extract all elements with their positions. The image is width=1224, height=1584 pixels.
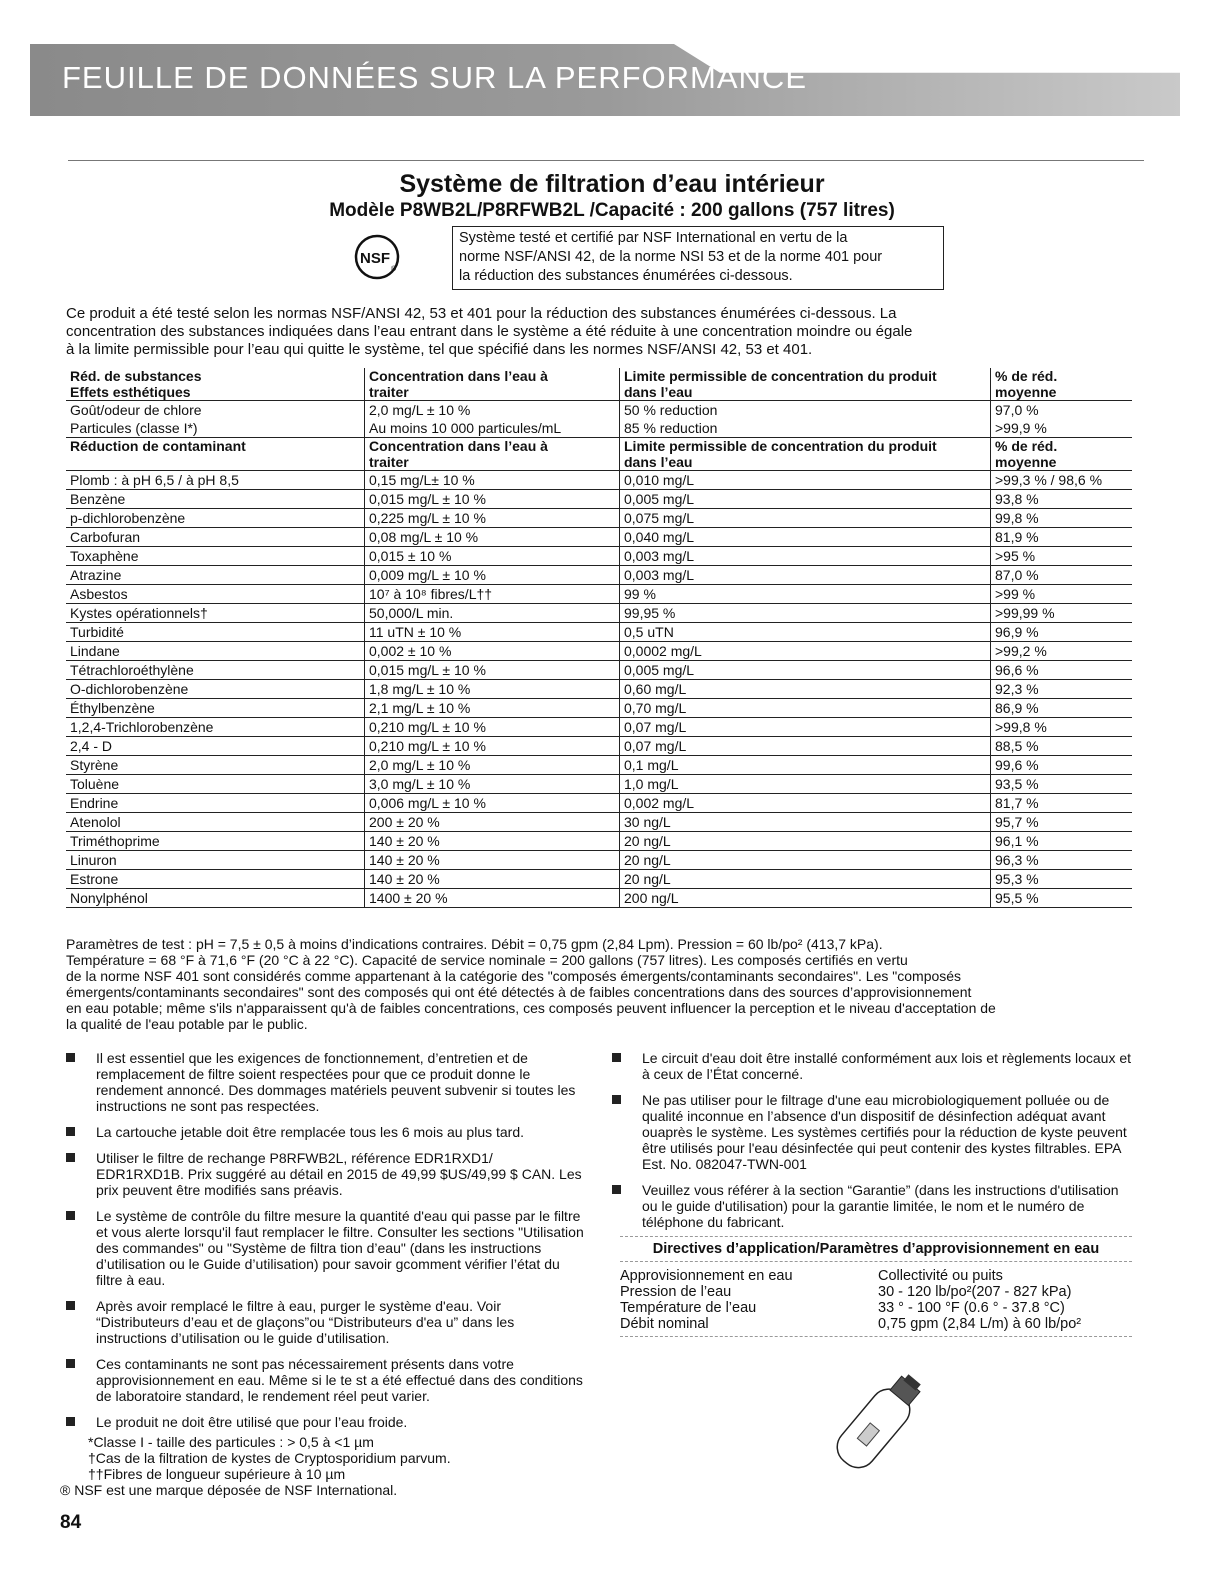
table-cell: p-dichlorobenzène xyxy=(66,509,365,528)
table-cell: 92,3 % xyxy=(991,680,1133,699)
table-cell: Endrine xyxy=(66,794,365,813)
table-cell: 1,2,4-Trichlorobenzène xyxy=(66,718,365,737)
table-cell: Toluène xyxy=(66,775,365,794)
table-cell: Styrène xyxy=(66,756,365,775)
directive-row xyxy=(620,1300,1132,1316)
table-row xyxy=(66,623,1132,642)
performance-table xyxy=(66,368,1132,908)
table-cell: 0,015 mg/L ± 10 % xyxy=(365,661,620,680)
table-cell: Tétrachloroéthylène xyxy=(66,661,365,680)
table-header-cell: % de réd. moyenne xyxy=(991,438,1133,471)
table-cell: 0,60 mg/L xyxy=(620,680,991,699)
bullet-text: Le circuit d'eau doit être installé conformément aux lois et règlements locaux et à ceux de l’État concerné. xyxy=(642,1050,1132,1082)
table-cell: 97,0 % >99,9 % xyxy=(991,401,1133,438)
table-cell: 140 ± 20 % xyxy=(365,832,620,851)
table-cell: >99,2 % xyxy=(991,642,1133,661)
table-cell: 96,1 % xyxy=(991,832,1133,851)
directive-label: Débit nominal xyxy=(620,1316,709,1332)
table-cell: 140 ± 20 % xyxy=(365,870,620,889)
table-cell: 95,7 % xyxy=(991,813,1133,832)
nsf-logo-icon xyxy=(354,234,400,280)
bullet-item xyxy=(66,1414,584,1430)
bullet-square-icon xyxy=(612,1053,621,1062)
table-row xyxy=(66,661,1132,680)
table-row xyxy=(66,401,1132,438)
table-header-row xyxy=(66,368,1132,401)
table-cell: Benzène xyxy=(66,490,365,509)
table-cell: 0,002 mg/L xyxy=(620,794,991,813)
bullet-item xyxy=(612,1092,1132,1172)
params-line: émergents/contaminants secondaires" sont des composés qui ont été détectés à de faibles concentrations dans des sources d’approvisionnement xyxy=(66,984,972,1000)
table-row xyxy=(66,889,1132,908)
table-row xyxy=(66,699,1132,718)
page-title: Système de filtration d’eau intérieur xyxy=(399,170,825,198)
bullet-item xyxy=(66,1150,584,1198)
directive-value: 33 ° - 100 °F (0.6 ° - 37.8 °C) xyxy=(878,1300,1065,1316)
params-line: de la norme NSF 401 sont considérés comme appartenant à la catégorie des "composés émergents/contaminants secondaires". Les "composés xyxy=(66,968,962,984)
bullets-right xyxy=(612,1050,1132,1240)
nsf-logo-text: NSF xyxy=(360,250,390,267)
table-cell: 86,9 % xyxy=(991,699,1133,718)
table-row xyxy=(66,718,1132,737)
nsf-logo-reg: ® xyxy=(391,266,397,273)
bullet-square-icon xyxy=(612,1185,621,1194)
table-cell: 96,3 % xyxy=(991,851,1133,870)
intro-line: à la limite permissible pour l’eau qui quitte le système, tel que spécifié dans les normes NSF/ANSI 42, 53 et 401. xyxy=(66,341,813,358)
table-header-cell: Concentration dans l’eau à traiter xyxy=(365,368,620,401)
directive-row xyxy=(620,1268,1132,1284)
page-number: 84 xyxy=(60,1512,82,1533)
table-cell: 0,075 mg/L xyxy=(620,509,991,528)
footnote: †Cas de la filtration de kystes de Cryptosporidium parvum. xyxy=(88,1450,451,1466)
table-row xyxy=(66,680,1132,699)
table-row xyxy=(66,528,1132,547)
table-cell: 93,8 % xyxy=(991,490,1133,509)
table-cell: 0,009 mg/L ± 10 % xyxy=(365,566,620,585)
table-cell: 0,15 mg/L± 10 % xyxy=(365,471,620,490)
bullet-item xyxy=(612,1050,1132,1082)
table-cell: 0,210 mg/L ± 10 % xyxy=(365,718,620,737)
table-cell: 0,006 mg/L ± 10 % xyxy=(365,794,620,813)
table-cell: 99,6 % xyxy=(991,756,1133,775)
table-cell: Éthylbenzène xyxy=(66,699,365,718)
cert-line: norme NSF/ANSI 42, de la norme NSI 53 et de la norme 401 pour xyxy=(459,249,883,265)
bullet-item xyxy=(66,1208,584,1288)
table-row xyxy=(66,585,1132,604)
table-cell: 2,0 mg/L ± 10 % Au moins 10 000 particules/mL xyxy=(365,401,620,438)
table-row xyxy=(66,737,1132,756)
table-header-cell: Limite permissible de concentration du produit dans l’eau xyxy=(620,438,991,471)
table-cell: 200 ng/L xyxy=(620,889,991,908)
table-cell: 81,9 % xyxy=(991,528,1133,547)
table-cell: 11 uTN ± 10 % xyxy=(365,623,620,642)
table-row xyxy=(66,471,1132,490)
table-row xyxy=(66,775,1132,794)
table-cell: 95,5 % xyxy=(991,889,1133,908)
directive-value: Collectivité ou puits xyxy=(878,1268,1003,1284)
table-cell: 0,015 mg/L ± 10 % xyxy=(365,490,620,509)
table-cell: 2,1 mg/L ± 10 % xyxy=(365,699,620,718)
table-cell: 20 ng/L xyxy=(620,851,991,870)
bullet-square-icon xyxy=(66,1153,75,1162)
bullet-square-icon xyxy=(66,1359,75,1368)
model-subtitle: Modèle P8WB2L/P8RFWB2L /Capacité : 200 gallons (757 litres) xyxy=(329,200,895,221)
table-row xyxy=(66,832,1132,851)
table-row xyxy=(66,794,1132,813)
cert-line: Système testé et certifié par NSF International en vertu de la xyxy=(459,230,848,246)
footnotes xyxy=(60,1434,580,1498)
intro-paragraph xyxy=(66,305,1146,359)
table-cell: 99,8 % xyxy=(991,509,1133,528)
table-header-cell: Concentration dans l’eau à traiter xyxy=(365,438,620,471)
table-cell: 20 ng/L xyxy=(620,832,991,851)
test-parameters xyxy=(66,936,1146,1032)
table-cell: 0,040 mg/L xyxy=(620,528,991,547)
params-line: la qualité de l'eau potable par le public. xyxy=(66,1016,308,1032)
table-row xyxy=(66,566,1132,585)
table-row xyxy=(66,547,1132,566)
table-header-cell: Réd. de substances Effets esthétiques xyxy=(66,368,365,401)
table-cell: Triméthoprime xyxy=(66,832,365,851)
table-cell: 0,005 mg/L xyxy=(620,661,991,680)
directive-label: Pression de l’eau xyxy=(620,1284,732,1300)
table-cell: >99,8 % xyxy=(991,718,1133,737)
table-cell: 0,003 mg/L xyxy=(620,547,991,566)
table-cell: 10⁷ à 10⁸ fibres/L†† xyxy=(365,585,620,604)
table-cell: 0,0002 mg/L xyxy=(620,642,991,661)
table-cell: 140 ± 20 % xyxy=(365,851,620,870)
table-cell: 0,005 mg/L xyxy=(620,490,991,509)
table-row xyxy=(66,813,1132,832)
table-cell: 2,4 - D xyxy=(66,737,365,756)
table-cell: >99,3 % / 98,6 % xyxy=(991,471,1133,490)
table-header-row xyxy=(66,438,1132,471)
table-cell: Carbofuran xyxy=(66,528,365,547)
table-cell: 95,3 % xyxy=(991,870,1133,889)
table-cell: 1,0 mg/L xyxy=(620,775,991,794)
table-row xyxy=(66,756,1132,775)
table-cell: 0,010 mg/L xyxy=(620,471,991,490)
bullet-item xyxy=(66,1050,584,1114)
table-cell: Lindane xyxy=(66,642,365,661)
bullet-text: Utiliser le filtre de rechange P8RFWB2L, référence EDR1RXD1/ EDR1RXD1B. Prix suggéré au détail en 2015 de 49,99 $US/49,99 $ CAN. Les prix peuvent être modifiés sans préavis. xyxy=(96,1150,582,1198)
banner-title: FEUILLE DE DONNÉES SUR LA PERFORMANCE xyxy=(62,60,807,95)
footnote: ® NSF est une marque déposée de NSF International. xyxy=(60,1482,398,1498)
cert-line: la réduction des substances énumérées ci-dessous. xyxy=(459,268,793,284)
bullet-item xyxy=(66,1124,584,1140)
table-row xyxy=(66,870,1132,889)
bullets-left xyxy=(66,1050,584,1440)
bullet-item xyxy=(66,1356,584,1404)
filter-cartridge-icon xyxy=(818,1368,938,1478)
table-cell: 50,000/L min. xyxy=(365,604,620,623)
bullet-square-icon xyxy=(66,1053,75,1062)
directives-box xyxy=(620,1236,1132,1337)
bullet-text: Ces contaminants ne sont pas nécessairement présents dans votre approvisionnement en eau. Même si le te st a été effectué dans des conditions de laboratoire standard, le rendement réel peut varier. xyxy=(96,1356,583,1404)
table-cell: 99,95 % xyxy=(620,604,991,623)
table-cell: Atrazine xyxy=(66,566,365,585)
bullet-item xyxy=(612,1182,1132,1230)
table-row xyxy=(66,851,1132,870)
table-cell: Atenolol xyxy=(66,813,365,832)
table-cell: Toxaphène xyxy=(66,547,365,566)
table-cell: O-dichlorobenzène xyxy=(66,680,365,699)
intro-line: concentration des substances indiquées dans l’eau entrant dans le système a été réduite à une concentration moindre ou égale xyxy=(66,323,913,340)
table-cell: Estrone xyxy=(66,870,365,889)
params-line: Paramètres de test : pH = 7,5 ± 0,5 à moins d’indications contraires. Débit = 0,75 gpm (2,84 Lpm). Pression = 60 lb/po² (413,7 kPa). xyxy=(66,936,883,952)
table-cell: 1400 ± 20 % xyxy=(365,889,620,908)
table-cell: 30 ng/L xyxy=(620,813,991,832)
bullet-square-icon xyxy=(66,1127,75,1136)
table-cell: 93,5 % xyxy=(991,775,1133,794)
bullet-square-icon xyxy=(66,1301,75,1310)
bullet-text: Ne pas utiliser pour le filtrage d'une eau microbiologiquement polluée ou de qualité inconnue en l’absence d'un dispositif de désinfection adéquat avant ouaprès le système. Les systèmes certifiés pour la réduction de kyste peuvent être utilisés pour l'eau désinfectée qui peut contenir des kystes filtrables. EPA Est. No. 082047-TWN-001 xyxy=(642,1092,1127,1172)
table-cell: 99 % xyxy=(620,585,991,604)
table-cell: 0,07 mg/L xyxy=(620,718,991,737)
table-cell: Asbestos xyxy=(66,585,365,604)
certification-box xyxy=(452,226,944,290)
table-cell: Linuron xyxy=(66,851,365,870)
table-cell: >99 % xyxy=(991,585,1133,604)
table-cell: Goût/odeur de chlore Particules (classe I*) xyxy=(66,401,365,438)
table-cell: 0,70 mg/L xyxy=(620,699,991,718)
table-cell: 0,07 mg/L xyxy=(620,737,991,756)
table-cell: 0,1 mg/L xyxy=(620,756,991,775)
footnote: ††Fibres de longueur supérieure à 10 µm xyxy=(88,1466,346,1482)
table-cell: 2,0 mg/L ± 10 % xyxy=(365,756,620,775)
directive-value: 30 - 120 lb/po²(207 - 827 kPa) xyxy=(878,1284,1072,1300)
table-cell: 96,9 % xyxy=(991,623,1133,642)
directive-label: Approvisionnement en eau xyxy=(620,1268,793,1284)
directives-title: Directives d’application/Paramètres d’approvisionnement en eau xyxy=(620,1236,1132,1262)
table-cell: Turbidité xyxy=(66,623,365,642)
bullet-text: Il est essentiel que les exigences de fonctionnement, d’entretien et de remplacement de filtre soient respectées pour que ce produit donne le rendement annoncé. Des dommages matériels peuvent subvenir si toutes les instructions ne sont pas respectées. xyxy=(96,1050,576,1114)
table-row xyxy=(66,642,1132,661)
table-cell: 0,08 mg/L ± 10 % xyxy=(365,528,620,547)
directive-label: Température de l’eau xyxy=(620,1300,757,1316)
table-cell: 0,015 ± 10 % xyxy=(365,547,620,566)
table-cell: 81,7 % xyxy=(991,794,1133,813)
table-cell: 0,210 mg/L ± 10 % xyxy=(365,737,620,756)
table-cell: 50 % reduction 85 % reduction xyxy=(620,401,991,438)
directive-row xyxy=(620,1316,1132,1332)
bullet-text: Le produit ne doit être utilisé que pour l’eau froide. xyxy=(96,1414,408,1430)
directive-value: 0,75 gpm (2,84 L/m) à 60 lb/po² xyxy=(878,1316,1082,1332)
bullet-square-icon xyxy=(66,1417,75,1426)
table-cell: 87,0 % xyxy=(991,566,1133,585)
table-cell: Nonylphénol xyxy=(66,889,365,908)
table-cell: Plomb : à pH 6,5 / à pH 8,5 xyxy=(66,471,365,490)
table-cell: >99,99 % xyxy=(991,604,1133,623)
table-cell: 96,6 % xyxy=(991,661,1133,680)
directive-row xyxy=(620,1284,1132,1300)
bullet-item xyxy=(66,1298,584,1346)
table-cell: 1,8 mg/L ± 10 % xyxy=(365,680,620,699)
footnote: *Classe I - taille des particules : > 0,5 à <1 µm xyxy=(88,1434,374,1450)
table-header-cell: Réduction de contaminant xyxy=(66,438,365,471)
table-cell: >95 % xyxy=(991,547,1133,566)
bullet-square-icon xyxy=(612,1095,621,1104)
table-cell: 0,003 mg/L xyxy=(620,566,991,585)
table-cell: Kystes opérationnels† xyxy=(66,604,365,623)
table-header-cell: % de réd. moyenne xyxy=(991,368,1133,401)
bullet-text: Le système de contrôle du filtre mesure la quantité d'eau qui passe par le filtre et vous alerte lorsqu'il faut remplacer le filtre. Consulter les sections "Utilisation des commandes" ou "Système de filtra tion d’eau" (dans les instructions d’utilisation ou le Guide d’utilisation) pour savoir gcomment vérifier l’état du filtre à eau. xyxy=(96,1208,584,1288)
params-line: Température = 68 °F à 71,6 °F (20 °C à 22 °C). Capacité de service nominale = 200 gallons (757 litres). Les composés certifiés en vertu xyxy=(66,952,908,968)
table-row xyxy=(66,604,1132,623)
intro-line: Ce produit a été testé selon les normas NSF/ANSI 42, 53 et 401 pour la réduction des substances énumérées ci-dessous. La xyxy=(66,305,897,322)
table-cell: 0,002 ± 10 % xyxy=(365,642,620,661)
table-row xyxy=(66,490,1132,509)
table-header-cell: Limite permissible de concentration du produit dans l’eau xyxy=(620,368,991,401)
table-cell: 3,0 mg/L ± 10 % xyxy=(365,775,620,794)
table-cell: 20 ng/L xyxy=(620,870,991,889)
table-cell: 88,5 % xyxy=(991,737,1133,756)
bullet-text: La cartouche jetable doit être remplacée tous les 6 mois au plus tard. xyxy=(96,1124,525,1140)
table-row xyxy=(66,509,1132,528)
table-cell: 0,5 uTN xyxy=(620,623,991,642)
table-cell: 0,225 mg/L ± 10 % xyxy=(365,509,620,528)
divider xyxy=(68,160,1144,161)
bullet-text: Veuillez vous référer à la section “Garantie” (dans les instructions d'utilisation ou le guide d'utilisation) pour la garantie limitée, le nom et le numéro de téléphone du fabricant. xyxy=(642,1182,1119,1230)
params-line: en eau potable; même s'ils n'apparaissent qu'à de faibles concentrations, ces composés peuvent influencer la perception et le niveau d'acceptation de xyxy=(66,1000,996,1016)
table-cell: 200 ± 20 % xyxy=(365,813,620,832)
bullet-text: Après avoir remplacé le filtre à eau, purger le système d'eau. Voir “Distributeurs d’eau et de glaçons”ou “Distributeurs d'ea u” dans les instructions d’utilisation ou le guide d’utilisation. xyxy=(96,1298,515,1346)
bullet-square-icon xyxy=(66,1211,75,1220)
